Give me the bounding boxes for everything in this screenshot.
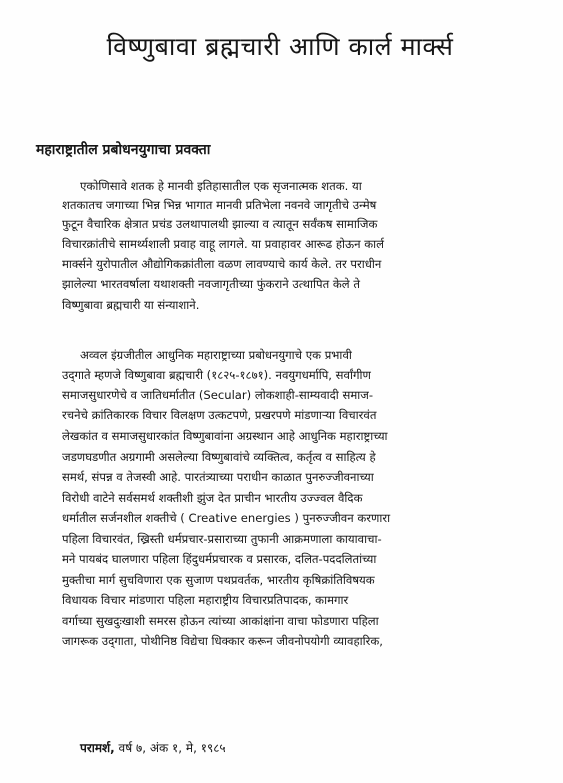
paragraph-line: विरोधी वाटेने सर्वसमर्थ शक्तीशी झुंज देत प्राचीन भारतीय उज्ज्वल वैदिक: [62, 491, 363, 505]
paragraph-line: समर्थ, संपन्न व तेजस्वी आहे. पारतंत्र्याच्या पराधीन काळात पुनरुज्जीवनाच्या: [62, 470, 374, 484]
paragraph-line: फुटून वैचारिक क्षेत्रात प्रचंड उलथापालथी झाल्या व त्यातून सर्वंकष सामाजिक: [62, 217, 378, 231]
paragraph-line: एकोणिसावे शतक हे मानवी इतिहासातील एक सृजनात्मक शतक. या: [80, 179, 362, 193]
paragraph-line: विष्णुबावा ब्रह्मचारी या संन्याशाने.: [62, 298, 200, 312]
source-name: परामर्श,: [80, 741, 115, 755]
paragraph-line: शतकातच जगाच्या भिन्न भिन्न भागात मानवी प्रतिभेला नवनवे जागृतीचे उन्मेष: [62, 198, 377, 212]
paragraph-line: लेखकांत व समाजसुधारकांत विष्णुबावांना अग्रस्थान आहे आधुनिक महाराष्ट्राच्या: [62, 429, 388, 443]
paragraph-line: जडणघडणीत अग्रगामी असलेल्या विष्णुबावांचे व्यक्तित्व, कर्तृत्व व साहित्य हे: [62, 450, 376, 464]
source-details: वर्ष ७, अंक १, मे, १९८५: [114, 741, 226, 755]
source-citation: [80, 740, 226, 756]
paragraph-line: मार्क्सने युरोपातील औद्योगिकक्रांतीला वळण लावण्याचे कार्य केले. तर पराधीन: [62, 257, 382, 271]
paragraph-line: समाजसुधारणेचे व जातिधर्मातीत (Secular) लोकशाही-साम्यवादी समाज-: [62, 388, 374, 402]
paragraph-line: उद्‌गाते म्हणजे विष्णुबावा ब्रह्मचारी (१८२५-१८७१). नवयुगधर्मापि, सर्वांगीण: [62, 368, 371, 382]
section-heading: महाराष्ट्रातील प्रबोधनयुगाचा प्रवक्ता: [36, 142, 211, 158]
paragraph-line: मुक्तीचा मार्ग सुचविणारा एक सुजाण पथप्रवर्तक, भारतीय कृषिक्रांतिविषयक: [62, 573, 375, 587]
paragraph-line: पहिला विचारवंत, ख्रिस्ती धर्मप्रचार-प्रसाराच्या तुफानी आक्रमणाला कायावाचा-: [62, 532, 382, 546]
paragraph-line: रचनेचे क्रांतिकारक विचार विलक्षण उत्कटपणे, प्रखरपणे मांडणाऱ्या विचारवंत: [62, 408, 377, 422]
paragraph-line: विधायक विचार मांडणारा पहिला महाराष्ट्रीय विचारप्रतिपादक, कामगार: [62, 593, 349, 607]
paragraph-line: झालेल्या भारतवर्षाला यथाशक्ती नवजागृतीच्या फुंकराने उत्थापित केले ते: [62, 277, 360, 291]
page-title: विष्णुबावा ब्रह्मचारी आणि कार्ल मार्क्स: [106, 32, 454, 61]
paragraph-line: मने पायबंद घालणारा पहिला हिंदुधर्मप्रचारक व प्रसारक, दलित-पददलितांच्या: [62, 552, 377, 566]
paragraph-line: अव्वल इंग्रजीतील आधुनिक महाराष्ट्राच्या प्रबोधनयुगाचे एक प्रभावी: [80, 348, 352, 362]
paragraph-line: विचारक्रांतीचे सामर्थ्यशाली प्रवाह वाहू लागले. या प्रवाहावर आरूढ होऊन कार्ल: [62, 237, 385, 251]
paragraph-line: वर्गाच्या सुखदुःखाशी समरस होऊन त्यांच्या आकांक्षांना वाचा फोडणारा पहिला: [62, 614, 379, 628]
paragraph-line: जागरूक उद्‌गाता, पोथीनिष्ठ विद्येचा धिक्कार करून जीवनोपयोगी व्यावहारिक,: [62, 634, 383, 648]
paragraph-line: धर्मातील सर्जनशील शक्तीचे ( Creative energies ) पुनरुज्जीवन करणारा: [62, 511, 391, 525]
